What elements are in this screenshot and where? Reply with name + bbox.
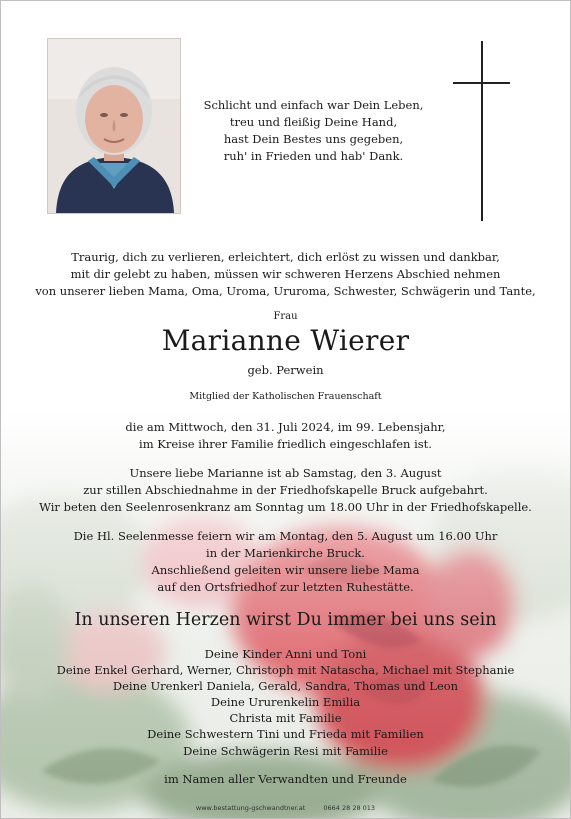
closing-line: im Namen aller Verwandten und Freunde (164, 772, 407, 786)
poem-line: Schlicht und einfach war Dein Leben, (203, 98, 424, 112)
viewing-info (1, 465, 570, 516)
intro-line: Traurig, dich zu verlieren, erleichtert, dich erlöst zu wissen und dankbar, (71, 250, 500, 264)
family-line: Deine Enkel Gerhard, Werner, Christoph mit Natascha, Michael mit Stephanie (56, 663, 515, 678)
mass-line: Die Hl. Seelenmesse feiern wir am Montag, den 5. August um 16.00 Uhr (73, 529, 498, 543)
viewing-line: Wir beten den Seelenrosenkranz am Sonntag um 18.00 Uhr in der Friedhofskapelle. (39, 500, 532, 514)
mass-info (1, 528, 570, 596)
family-list (1, 646, 570, 759)
death-line: im Kreise ihrer Familie friedlich eingeschlafen ist. (139, 437, 432, 451)
mass-line: auf den Ortsfriedhof zur letzten Ruhestätte. (157, 580, 414, 594)
family-line: Deine Ururenkelin Emilia (210, 695, 361, 710)
footer-phone: 0664 28 28 013 (323, 804, 376, 812)
footer (1, 804, 570, 813)
family-line: Deine Schwägerin Resi mit Familie (183, 743, 388, 758)
poem-line: ruh' in Frieden und hab' Dank. (223, 149, 404, 163)
death-line: die am Mittwoch, den 31. Juli 2024, im 99. Lebensjahr, (125, 420, 446, 434)
death-notice (1, 419, 570, 453)
intro-line: von unserer lieben Mama, Oma, Uroma, Ururoma, Schwester, Schwägerin und Tante, (35, 284, 536, 298)
maiden-name: geb. Perwein (247, 363, 324, 377)
poem-line: treu und fleißig Deine Hand, (229, 115, 398, 129)
membership: Mitglied der Katholischen Frauenschaft (189, 391, 382, 402)
viewing-line: Unsere liebe Marianne ist ab Samstag, den 3. August (129, 466, 442, 480)
family-line: Deine Urenkerl Daniela, Gerald, Sandra, Thomas und Leon (112, 679, 459, 694)
family-line: Deine Kinder Anni und Toni (204, 647, 367, 661)
mass-line: in der Marienkirche Bruck. (206, 546, 365, 560)
deceased-name: Marianne Wierer (161, 324, 410, 357)
footer-website[interactable]: www.bestattung-gschwandtner.at (195, 804, 306, 812)
intro-text (1, 249, 570, 300)
portrait-image (48, 39, 180, 213)
poem-line: hast Dein Bestes uns gegeben, (223, 132, 404, 146)
family-line: Deine Schwestern Tini und Frieda mit Familien (147, 727, 424, 742)
viewing-line: zur stillen Abschiednahme in der Friedhofskapelle Bruck aufgebahrt. (83, 483, 488, 497)
portrait-photo (47, 38, 181, 214)
salutation: Frau (273, 311, 298, 322)
mass-line: Anschließend geleiten wir unsere liebe Mama (151, 563, 420, 577)
cross-icon (451, 41, 511, 221)
motto: In unseren Herzen wirst Du immer bei uns sein (74, 610, 497, 630)
family-line: Christa mit Familie (229, 711, 342, 726)
poem (191, 97, 436, 165)
intro-line: mit dir gelebt zu haben, müssen wir schweren Herzens Abschied nehmen (70, 267, 501, 281)
